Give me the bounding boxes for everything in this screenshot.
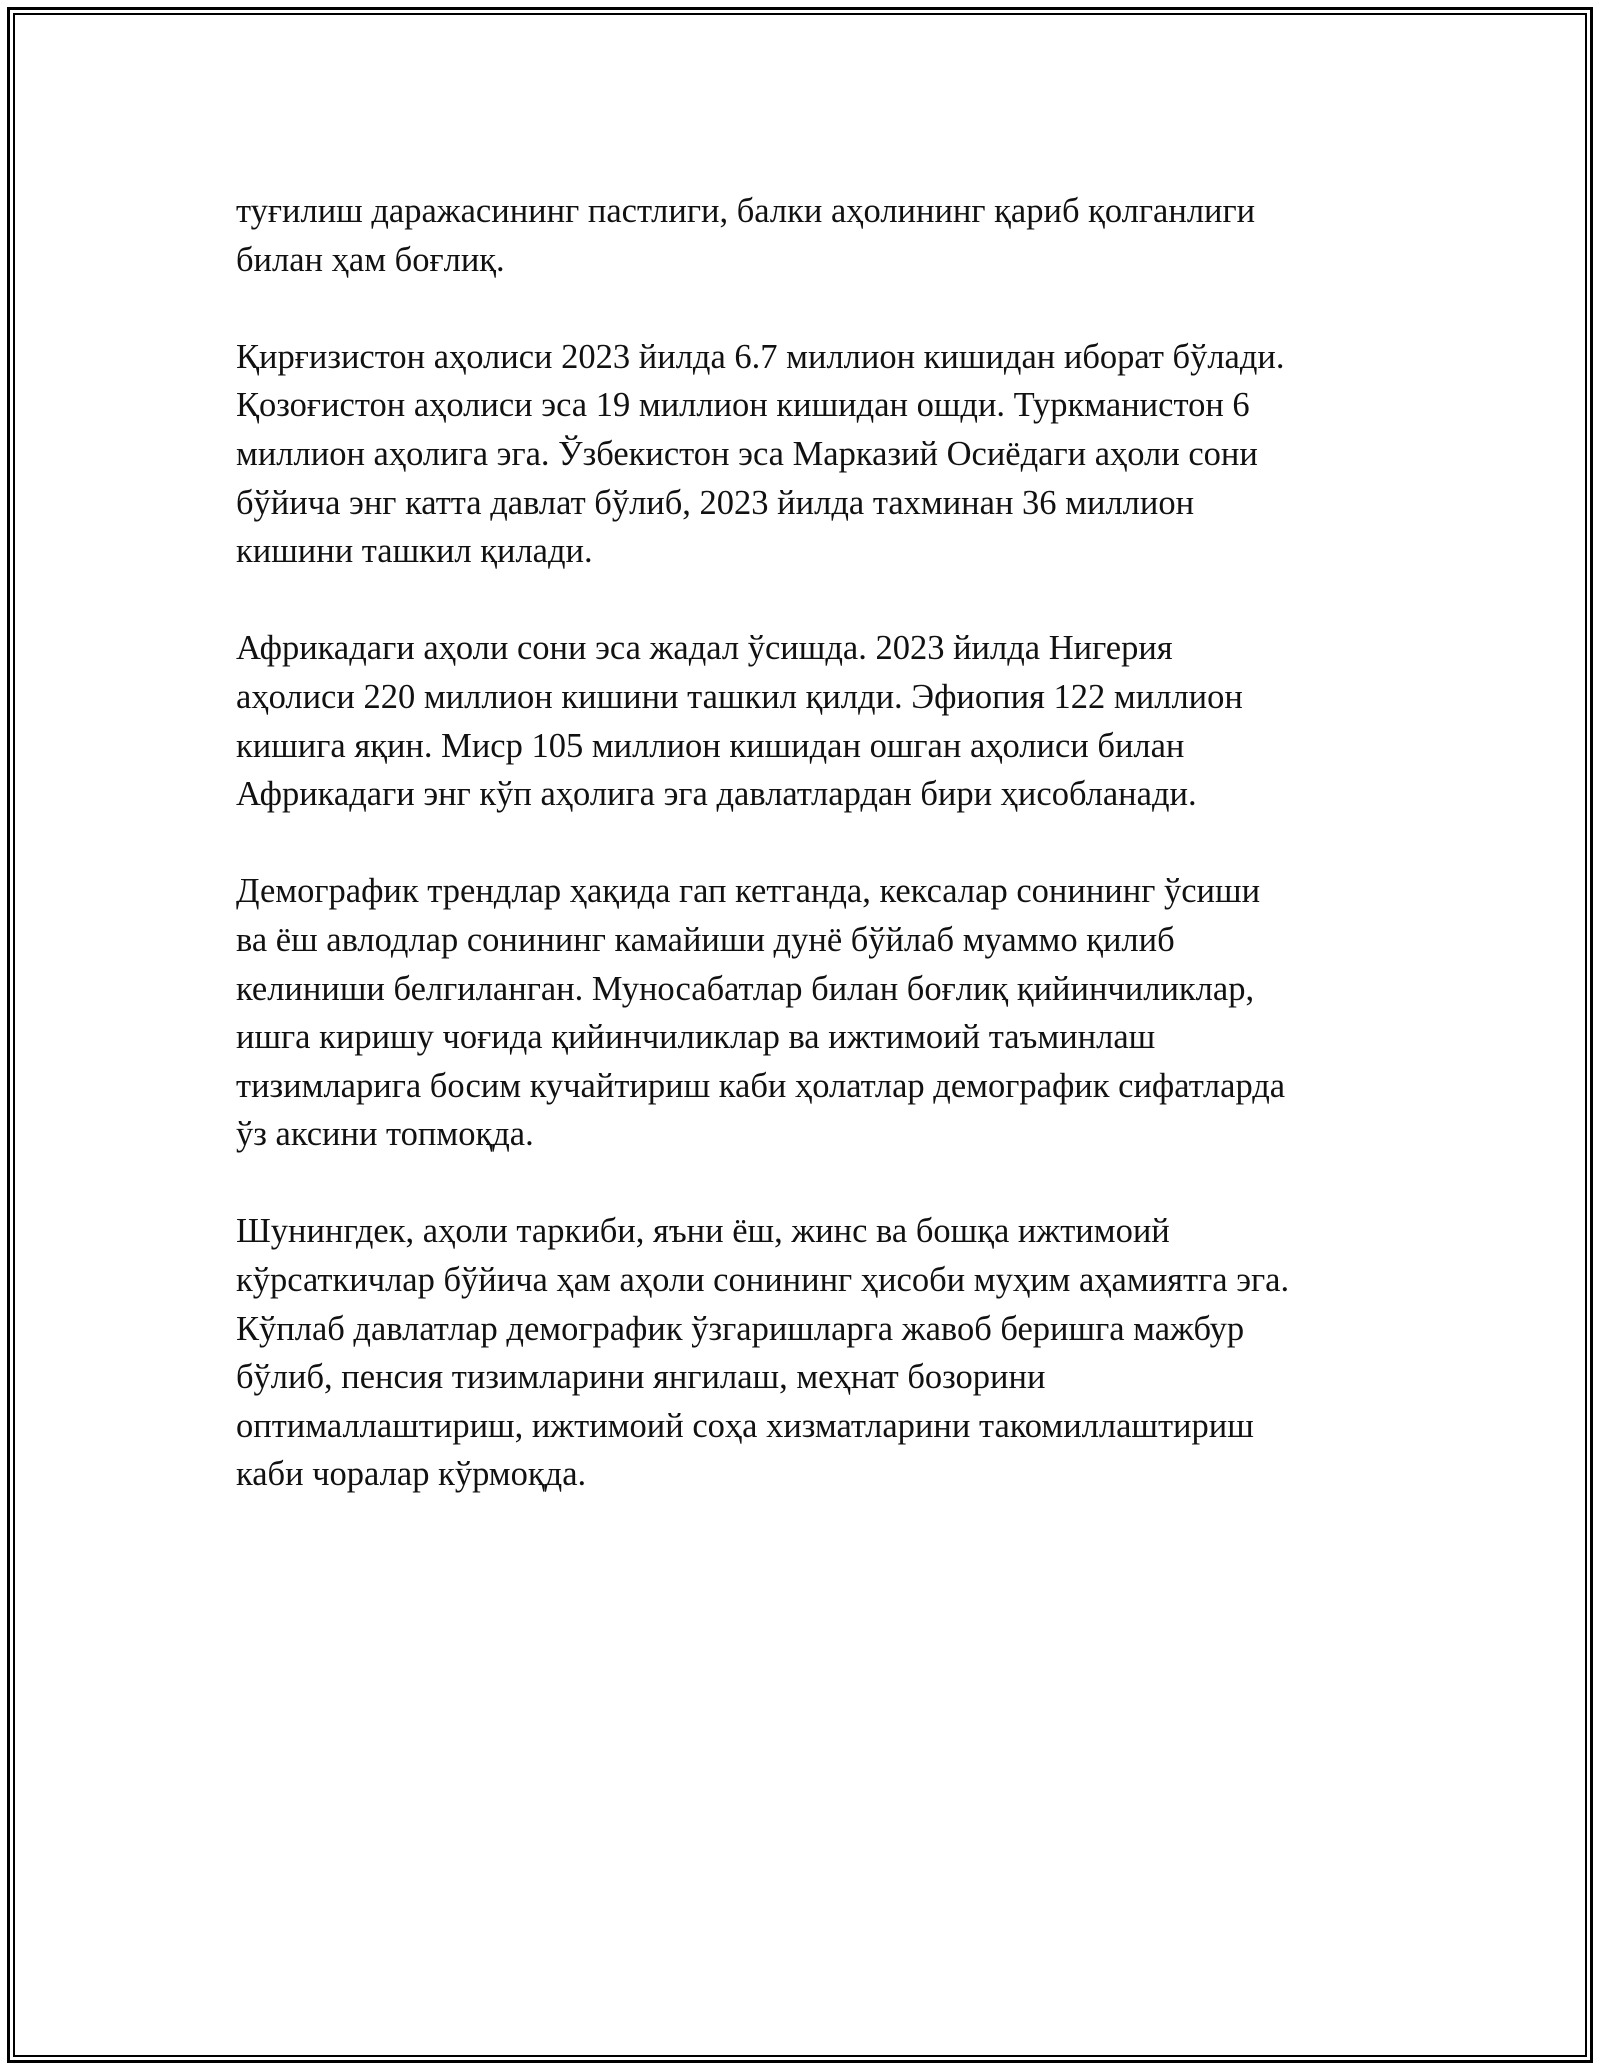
text-line: аҳолиси 220 миллион кишини ташкил қилди. Эфиопия 122 миллион [236, 677, 1243, 716]
text-line: ва ёш авлодлар сонининг камайиши дунё бўйлаб муаммо қилиб [236, 920, 1175, 959]
text-line: Қирғизистон аҳолиси 2023 йилда 6.7 миллион кишидан иборат бўлади. [236, 337, 1285, 376]
text-line: ўз аксини топмоқда. [236, 1115, 534, 1154]
text-line: оптималлаштириш, ижтимоий соҳа хизматларини такомиллаштириш [236, 1406, 1254, 1445]
document-body [236, 187, 1366, 1548]
text-line: билан ҳам боғлиқ. [236, 240, 505, 279]
text-line: келиниши белгиланган. Муносабатлар билан боғлиқ қийинчиликлар, [236, 969, 1255, 1008]
text-line: Қозоғистон аҳолиси эса 19 миллион кишидан ошди. Туркманистон 6 [236, 386, 1250, 425]
text-line: бўлиб, пенсия тизимларини янгилаш, меҳнат бозорини [236, 1358, 1046, 1397]
paragraph-5 [236, 1207, 1366, 1499]
text-line: миллион аҳолига эга. Ўзбекистон эса Марказий Осиёдаги аҳоли сони [236, 434, 1258, 473]
text-line: Демографик трендлар ҳақида гап кетганда, кексалар сонининг ўсиши [236, 872, 1261, 911]
paragraph-4 [236, 867, 1366, 1159]
paragraph-1 [236, 187, 1366, 284]
text-line: тизимларига босим кучайтириш каби ҳолатлар демографик сифатларда [236, 1066, 1286, 1105]
text-line: Африкадаги аҳоли сони эса жадал ўсишда. 2023 йилда Нигерия [236, 629, 1173, 668]
text-line: Кўплаб давлатлар демографик ўзгаришларга жавоб беришга мажбур [236, 1309, 1245, 1348]
text-line: бўйича энг катта давлат бўлиб, 2023 йилда тахминан 36 миллион [236, 483, 1195, 522]
text-line: кишига яқин. Миср 105 миллион кишидан ошган аҳолиси билан [236, 726, 1185, 765]
text-line: ишга киришу чоғида қийинчиликлар ва ижтимоий таъминлаш [236, 1018, 1156, 1057]
text-line: кишини ташкил қилади. [236, 532, 593, 571]
text-line: каби чоралар кўрмоқда. [236, 1455, 587, 1494]
text-line: Африкадаги энг кўп аҳолига эга давлатлардан бири ҳисобланади. [236, 775, 1197, 814]
text-line: Шунингдек, аҳоли таркиби, яъни ёш, жинс ва бошқа ижтимоий [236, 1212, 1170, 1251]
text-line: туғилиш даражасининг пастлиги, балки аҳолининг қариб қолганлиги [236, 192, 1256, 230]
paragraph-2 [236, 333, 1366, 576]
text-line: кўрсаткичлар бўйича ҳам аҳоли сонининг ҳисоби муҳим аҳамиятга эга. [236, 1261, 1290, 1300]
paragraph-3 [236, 624, 1366, 818]
